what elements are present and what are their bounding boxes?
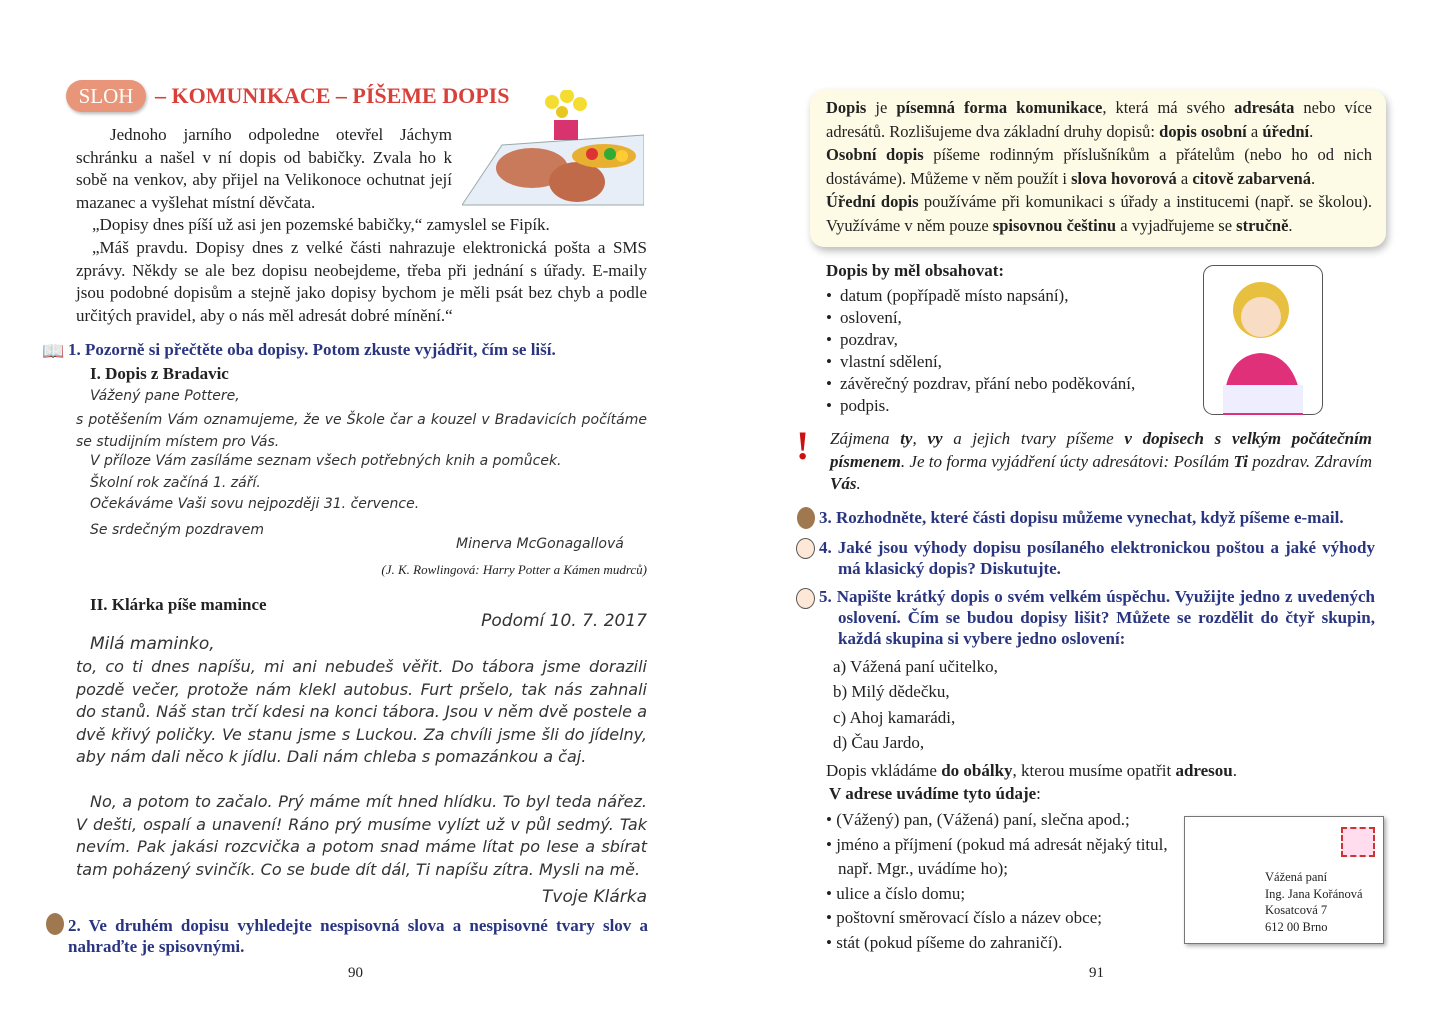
letter-2-body-2: No, a potom to začalo. Prý máme mít hned hlídku. To byl teda nářez. V dešti, ospalí a unavení! Ráno prý musíme vylízt už v půl sedmý. Tak nevím. Pak jakási rozcvička a potom snad máme lítat po lese a sbírat tam poházený svinčík. Co se bude dít dál, Ti napíšu zítra. Mysli na mě. xyxy=(76,792,647,879)
list-item-text: poštovní směrovací číslo a název obce; xyxy=(836,908,1102,927)
girl-writing-illustration xyxy=(1203,265,1323,415)
address-line: Vážená paní xyxy=(1265,870,1328,884)
info-paragraph: Dopis je písemná forma komunikace, která má svého adresáta nebo více adresátů. Rozlišujeme dva základní druhy dopisů: dopis osobní a úřední. xyxy=(826,98,1372,141)
list-item: • datum (popřípadě místo napsání), xyxy=(826,285,1135,307)
letter-1-line: s potěšením Vám oznamujeme, že ve Škole čar a kouzel v Bradavicích počítáme se studijním místem pro Vás. xyxy=(76,412,647,450)
list-item: c) Ahoj kamarádi, xyxy=(833,707,956,727)
list-item-text: (Vážený) pan, (Vážená) paní, slečna apod.; xyxy=(836,810,1130,829)
address-line: Kosatcová 7 xyxy=(1265,903,1328,917)
list-item-text: ulice a číslo domu; xyxy=(836,883,966,903)
task-2: 2. Ve druhém dopisu vyhledejte nespisovná slova a nespisovné tvary slov a nahraďte je spisovnými. xyxy=(68,916,648,956)
address-heading-text: V adrese uvádíme tyto údaje xyxy=(829,784,1037,803)
letter-2-body-1: to, co ti dnes napíšu, mi ani nebudeš věřit. Do tábora jsme dorazili pozdě večer, protože nám klekl autobus. Furt pršelo, tak nás zahnali do stanů. Náš stan trčí kdesi na konci tábora. Jsou v něm dvě postele a dvě křivý poličky. Ve stanu jsme s Luckou. Za chvíli jsme šli do jídelny, aby nám dali něco k jídlu. Dali nám chleba s pomazánkou a čaj. xyxy=(76,657,647,767)
list-item: a) Vážená paní učitelko, xyxy=(833,657,998,676)
list-item: • poštovní směrovací číslo a název obce; xyxy=(826,908,1102,927)
capitalization-note: Zájmena ty, vy a jejich tvary píšeme v dopisech s velkým počátečním písmenem. Je to forma vyjádření úcty adresátovi: Posílám Ti pozdrav. Zdravím Vás. xyxy=(830,429,1373,493)
sloh-badge: SLOH xyxy=(66,80,146,112)
list-item: • podpis. xyxy=(826,395,1135,417)
page-title: – KOMUNIKACE – PÍŠEME DOPIS xyxy=(155,83,510,108)
letter-2-signature: Tvoje Klárka xyxy=(542,887,647,907)
address-line: 612 00 Brno xyxy=(1265,919,1328,934)
letter-1-source: (J. K. Rowlingová: Harry Potter a Kámen mudrců) xyxy=(381,562,647,577)
letter-2-date: Podomí 10. 7. 2017 xyxy=(481,611,647,631)
easter-table-illustration xyxy=(462,90,644,210)
list-item: • ulice a číslo domu; xyxy=(826,883,966,903)
list-item: b) Milý dědečku, xyxy=(833,682,950,702)
contents-list xyxy=(826,285,1135,417)
list-item-text: jméno a příjmení (pokud má adresát nějaký titul, např. Mgr., uvádíme ho); xyxy=(836,834,1168,878)
info-paragraph: Osobní dopis píšeme rodinným příslušníkům a přátelům (nebo ho od nich dostáváme). Můžeme v něm použít i slova hovorová a citově zabarvená. xyxy=(826,145,1372,188)
info-paragraph: Úřední dopis používáme při komunikaci s úřady a institucemi (např. se školou). Využíváme v něm pouze spisovnou češtinu a vyjadřujeme se stručně. xyxy=(826,192,1373,235)
book-icon: 📖 xyxy=(42,341,65,361)
info-box xyxy=(810,90,1386,247)
envelope-text: Dopis vkládáme do obálky, kterou musíme opatřit adresou. xyxy=(826,761,1237,780)
greetings-list xyxy=(833,654,998,755)
speaking-face-icon xyxy=(796,538,815,559)
quote-paragraph-1: „Dopisy dnes píší už asi jen pozemské babičky,“ zamyslel se Fipík. xyxy=(92,215,550,234)
list-item: • vlastní sdělení, xyxy=(826,351,1135,373)
list-item: • jméno a příjmení (pokud má adresát nějaký titul, např. Mgr., uvádíme ho); xyxy=(826,834,1168,878)
owl-icon xyxy=(797,507,815,529)
address-items xyxy=(826,808,1171,955)
letter-1-line: Očekáváme Vaši sovu nejpozději 31. července. xyxy=(90,496,420,512)
letter-1-closing: Se srdečným pozdravem xyxy=(90,522,265,538)
task-3: 3. Rozhodněte, které části dopisu můžeme vynechat, když píšeme e-mail. xyxy=(819,508,1344,527)
letter-1-signature: Minerva McGonagallová xyxy=(456,536,624,552)
address-heading: V adrese uvádíme tyto údaje: xyxy=(829,784,1041,803)
list-item: • stát (pokud píšeme do zahraničí). xyxy=(826,932,1063,952)
letter-1-line: Školní rok začíná 1. září. xyxy=(90,475,261,491)
task-4: 4. Jaké jsou výhody dopisu posílaného elektronickou poštou a jaké výhody má klasický dopis? Diskutujte. xyxy=(819,538,1375,578)
task-5: 5. Napište krátký dopis o svém velkém úspěchu. Využijte jedno z uvedených oslovení. Čím se budou dopisy lišit? Můžete se rozdělit do čtyř skupin, každá skupina si vybere jedno oslovení: xyxy=(819,587,1375,648)
contents-heading: Dopis by měl obsahovat: xyxy=(826,261,1005,280)
list-item-text: stát (pokud píšeme do zahraničí). xyxy=(836,932,1063,952)
letter-2-heading: II. Klárka píše mamince xyxy=(90,595,267,614)
stamp-icon xyxy=(1341,827,1375,857)
list-item: • závěrečný pozdrav, přání nebo poděkování, xyxy=(826,373,1135,395)
intro-paragraph: Jednoho jarního odpoledne otevřel Jáchym schránku a našel v ní dopis od babičky. Zvala ho k sobě na venkov, aby přijel na Velikonoce ochutnat její mazanec a vyšlehat místní děvčata. xyxy=(76,125,452,212)
letter-1-line: V příloze Vám zasíláme seznam všech potřebných knih a pomůcek. xyxy=(90,453,562,469)
speaking-face-icon xyxy=(796,588,815,609)
list-item: • oslovení, xyxy=(826,307,1135,329)
page-number-right: 91 xyxy=(1089,965,1104,981)
letter-1-heading: I. Dopis z Bradavic xyxy=(90,364,229,383)
exclamation-icon: ! xyxy=(796,423,810,468)
quote-paragraph-2: „Máš pravdu. Dopisy dnes z velké části nahrazuje elektronická pošta a SMS zprávy. Někdy se ale bez dopisu neobejdeme, třeba při jednání s úřady. E-maily jsou podobné dopisům a stejně jako dopisy bychom je měli psát bez chyb a podle určitých pravidel, aby o nás měl adresát dobré mínění.“ xyxy=(76,238,647,325)
task-1: 1. Pozorně si přečtěte oba dopisy. Potom zkuste vyjádřit, čím se liší. xyxy=(68,340,556,359)
letter-1-greeting: Vážený pane Pottere, xyxy=(90,388,240,404)
letter-2-greeting: Milá maminko, xyxy=(90,634,215,654)
envelope-example xyxy=(1184,816,1384,944)
list-item: • pozdrav, xyxy=(826,329,1135,351)
envelope-address xyxy=(1265,869,1363,935)
list-item: • (Vážený) pan, (Vážená) paní, slečna apod.; xyxy=(826,810,1130,829)
list-item: d) Čau Jardo, xyxy=(833,732,925,752)
page-number-left: 90 xyxy=(348,965,363,981)
address-line: Ing. Jana Kořánová xyxy=(1265,886,1363,901)
